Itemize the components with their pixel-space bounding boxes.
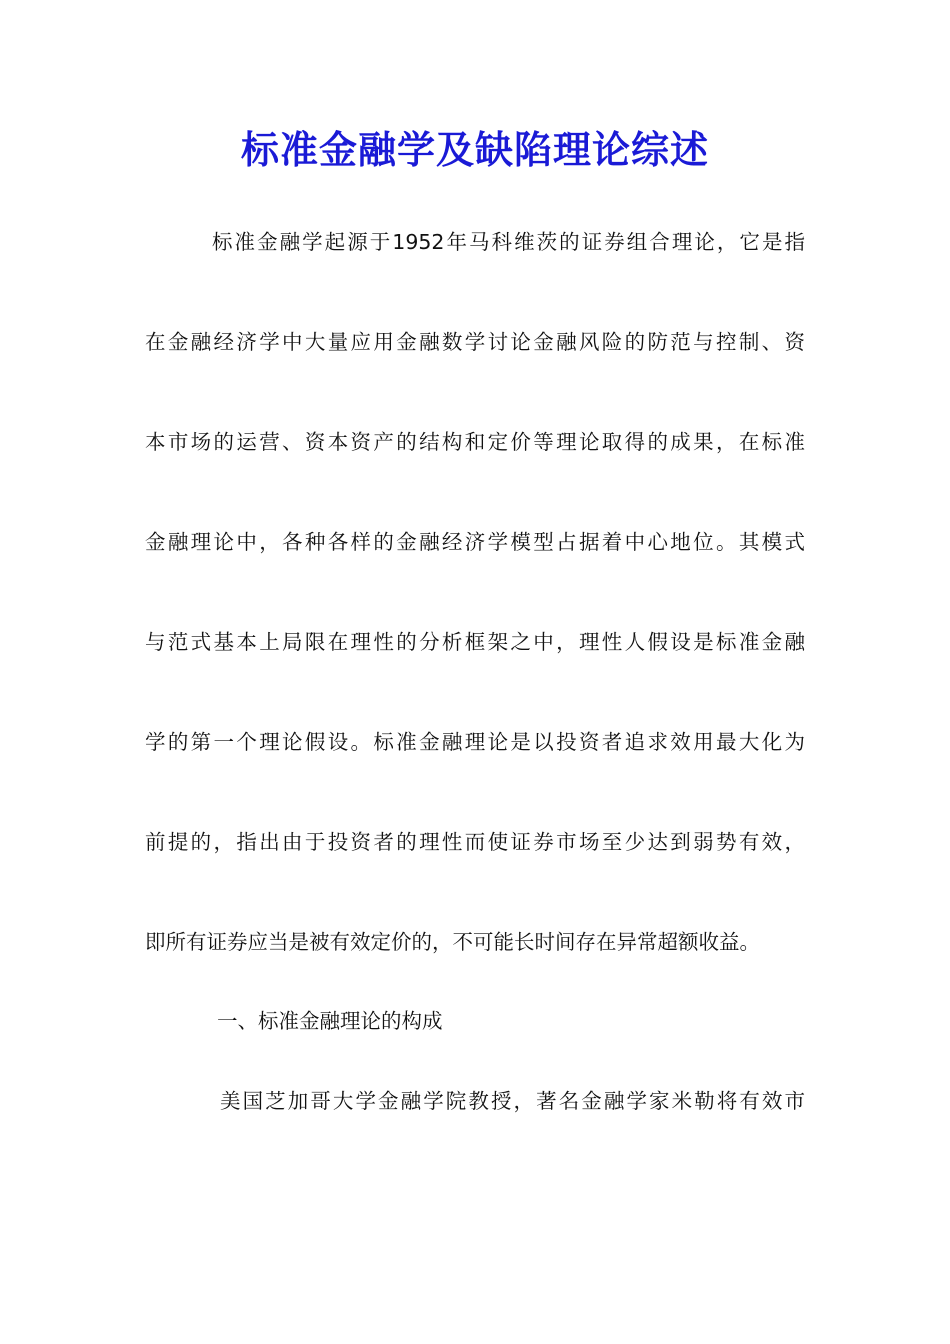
paragraph-line: 在金融经济学中大量应用金融数学讨论金融风险的防范与控制、资 — [145, 330, 805, 354]
document-title: 标准金融学及缺陷理论综述 — [240, 127, 709, 172]
paragraph-line: 本市场的运营、资本资产的结构和定价等理论取得的成果，在标准 — [145, 430, 805, 454]
paragraph-line: 金融理论中，各种各样的金融经济学模型占据着中心地位。其模式 — [145, 530, 805, 554]
paragraph-line: 与范式基本上局限在理性的分析框架之中，理性人假设是标准金融 — [145, 630, 805, 654]
paragraph-line: 学的第一个理论假设。标准金融理论是以投资者追求效用最大化为 — [145, 730, 805, 754]
paragraph-line: 即所有证券应当是被有效定价的，不可能长时间存在异常超额收益。 — [145, 930, 760, 954]
paragraph-line: 前提的，指出由于投资者的理性而使证券市场至少达到弱势有效， — [145, 830, 805, 854]
paragraph-line: 美国芝加哥大学金融学院教授，著名金融学家米勒将有效市 — [220, 1089, 805, 1113]
paragraph-line: 标准金融学起源于1952年马科维茨的证券组合理论，它是指 — [212, 230, 805, 254]
section-heading: 一、标准金融理论的构成 — [217, 1009, 443, 1033]
